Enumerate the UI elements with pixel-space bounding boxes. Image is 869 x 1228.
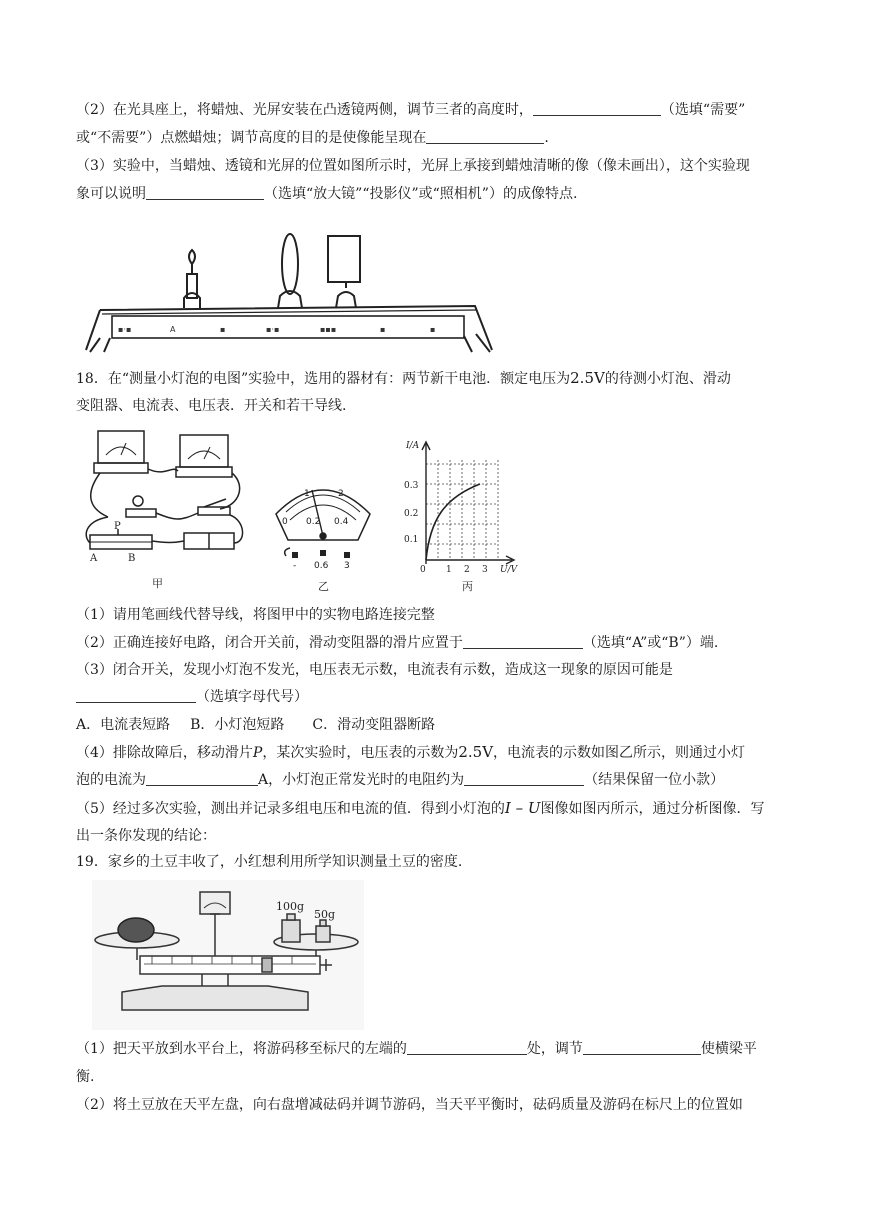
svg-text:▪▪▪: ▪▪▪ [320,325,337,334]
q18-options [76,716,435,734]
weight-label-100g: 100g [276,900,305,913]
svg-text:▪: ▪ [220,325,226,334]
meter-label: 0 [282,517,288,527]
q18-part1: （1）请用笔画线代替导线，将图甲中的实物电路连接完整 [76,607,435,623]
option-b: B．小灯泡短路 [190,717,285,733]
q18-part5-line1: （5）经过多次实验，测出并记录多组电压和电流的值．得到小灯泡的I – U图像如图丙所示，通过分析图像．写 [76,799,765,817]
iu-graph-figure-bing [400,430,530,594]
q17-part3-line1: （3）实验中，当蜡烛、透镜和光屏的位置如图所示时，光屏上承接到蜡烛清晰的像（像未画出），这个实验现 [76,158,750,174]
optical-bench-figure [80,228,500,356]
q18-part3-line1: （3）闭合开关，发现小灯泡不发光，电压表无示数，电流表有示数，造成这一现象的原因可能是 [76,662,673,678]
answer-blank[interactable] [463,634,583,649]
terminal-label: - [293,561,297,571]
q18-stem-line2: 变阻器、电流表、电压表．开关和若干导线. [76,398,347,414]
q18-part4-line2: 泡的电流为 A，小灯泡正常发光时的电阻约为 （结果保留一位小款） [76,772,725,788]
answer-blank[interactable] [583,1040,701,1055]
label-a: A [90,553,98,564]
graph-xtick: 3 [482,565,488,575]
svg-text:▪·▪: ▪·▪ [266,325,280,334]
q17-part2-line2: 或“不需要”）点燃蜡烛；调节高度的目的是使像能呈现在 . [76,130,549,146]
svg-text:▪: ▪ [430,325,436,334]
q18-part4-line1: （4）排除故障后，移动滑片P，某次实验时，电压表的示数为2.5V，电流表的示数如图乙所示，则通过小灯 [76,743,746,761]
ammeter-figure-yi [268,466,378,594]
option-a: A．电流表短路 [76,717,171,733]
option-c: C．滑动变阻器断路 [312,717,436,733]
answer-blank[interactable] [407,1040,527,1055]
graph-ylabel: I/A [406,441,420,451]
balance-figure [92,880,364,1030]
answer-blank[interactable] [146,185,264,200]
graph-xtick: 0 [420,565,426,575]
answer-blank[interactable] [464,771,584,786]
q19-stem: 19．家乡的土豆丰收了，小红想利用所学知识测量土豆的密度. [76,854,463,870]
terminal-label: 3 [344,561,350,571]
q17-part2-line1: （2）在光具座上，将蜡烛、光屏安装在凸透镜两侧，调节三者的高度时， （选填“需要” [76,102,746,118]
q17-part3-line2: 象可以说明 （选填“放大镜”“投影仪”或“照相机”）的成像特点. [76,186,578,202]
fig-caption-yi: 乙 [318,580,329,593]
svg-text:▪·▪: ▪·▪ [118,325,132,334]
weight-label-50g: 50g [314,908,336,921]
answer-blank[interactable] [146,771,258,786]
q19-part1-line2: 衡. [76,1069,95,1085]
meter-label: 2 [338,489,344,499]
graph-ytick: 0.2 [404,509,419,519]
graph-xlabel: U/V [500,565,518,575]
svg-text:A: A [170,325,176,334]
meter-label: 0.4 [334,517,349,527]
fig-caption-bing: 丙 [462,580,473,593]
q18-stem-line1: 18．在“测量小灯泡的电图”实验中，选用的器材有：两节新干电池．额定电压为2.5V的待测小灯泡、滑动 [76,369,731,387]
q18-part3-line2: （选填字母代号） [76,688,308,706]
fig-caption-jia: 甲 [152,577,163,590]
meter-label: 0.2 [306,517,321,527]
graph-ytick: 0.3 [404,481,419,491]
label-b: B [128,553,136,564]
terminal-label: 0.6 [314,561,329,571]
answer-blank[interactable] [426,129,544,144]
meter-label: 1 [304,489,310,499]
q19-part2-line1: （2）将土豆放在天平左盘，向右盘增减砝码并调节游码，当天平平衡时，砝码质量及游码在标尺上的位置如 [76,1097,743,1113]
answer-blank[interactable] [533,101,661,116]
q19-part1-line1: （1）把天平放到水平台上，将游码移至标尺的左端的 处，调节 使横梁平 [76,1041,757,1057]
q18-part5-line2: 出一条你发现的结论： [76,828,216,844]
graph-xtick: 2 [464,565,470,575]
q18-part2: （2）正确连接好电路，闭合开关前，滑动变阻器的滑片应置于 （选填“A”或“B”）端. [76,635,719,651]
graph-xtick: 1 [446,565,452,575]
circuit-figure-jia [80,425,250,595]
answer-blank[interactable] [76,688,196,703]
label-p: P [114,521,121,532]
graph-ytick: 0.1 [404,535,419,545]
svg-text:▪: ▪ [380,325,386,334]
